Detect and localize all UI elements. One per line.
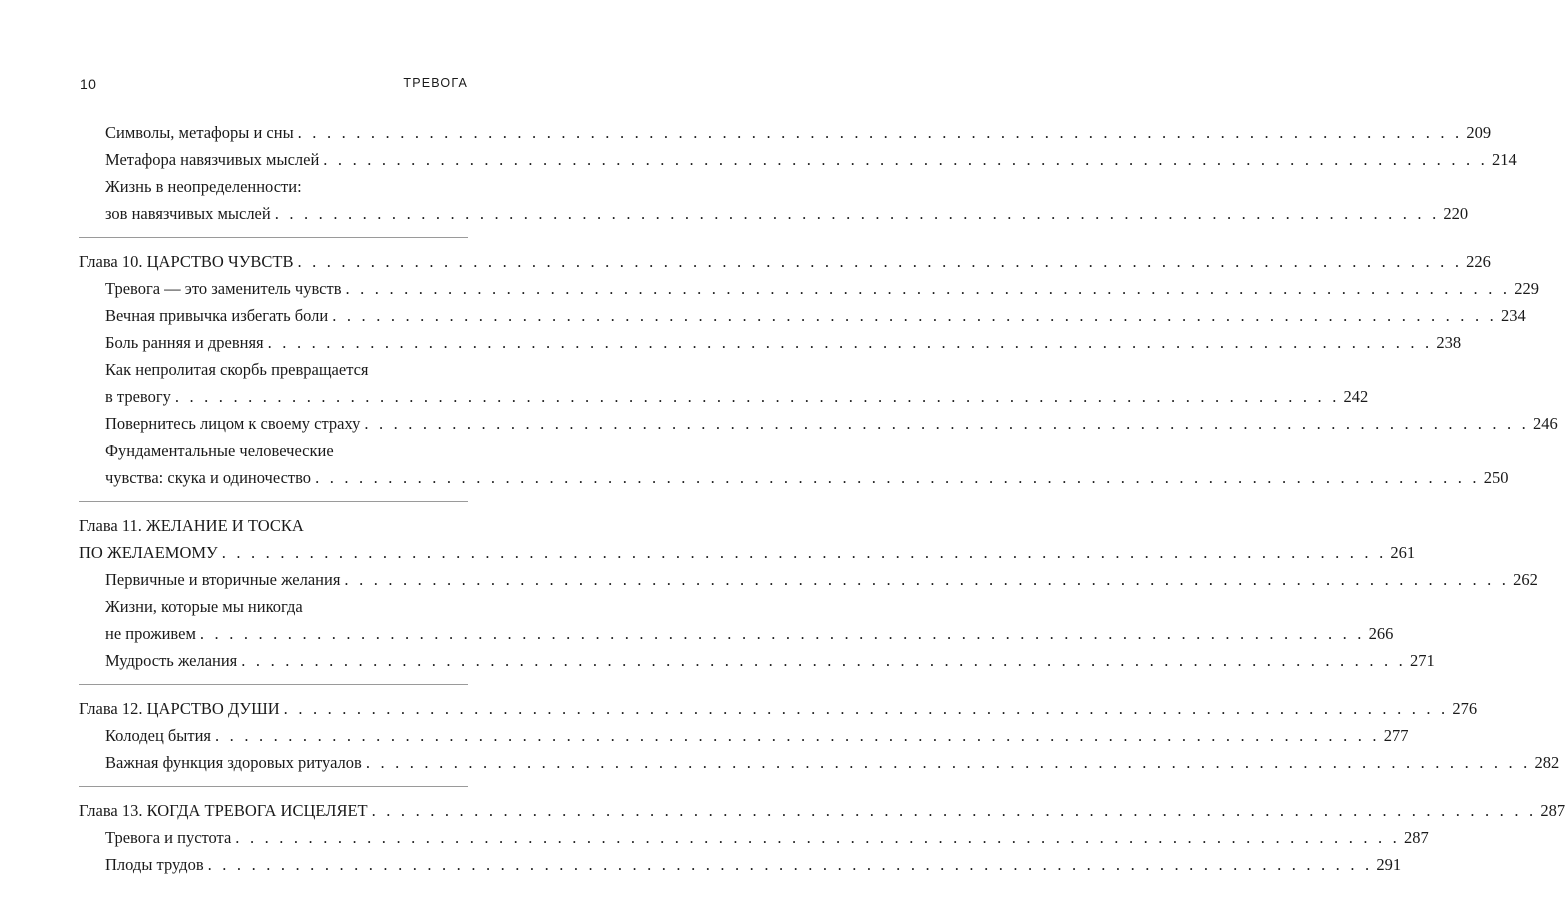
toc-page-number: 271 xyxy=(1409,651,1435,670)
toc-entry-leader-line xyxy=(79,695,1478,722)
toc-section-entry[interactable] xyxy=(79,593,1394,647)
toc-page-number: 238 xyxy=(1436,333,1462,352)
toc-chapter-entry[interactable] xyxy=(79,797,1565,824)
toc-entry-leader-line xyxy=(105,464,1509,491)
dot-leader: . . . . . . . . . . . . . . . . . . . . . . . . . . . . . . . . . . . . . . . . . . . . . . . . . . . . . . . . . . . . . . . . . . . . . . . . . . . . . . . . xyxy=(267,333,1433,352)
toc-entry-title: Метафора навязчивых мыслей xyxy=(105,150,320,169)
toc-page-number: 234 xyxy=(1500,306,1526,325)
toc-page-number: 266 xyxy=(1368,624,1394,643)
toc-entry-title: Тревога и пустота xyxy=(105,828,232,847)
toc-entry-leader-line xyxy=(105,302,1526,329)
toc-entry-leader-line xyxy=(79,539,1416,566)
toc-page-number: 287 xyxy=(1403,828,1429,847)
toc-section-entry[interactable] xyxy=(79,329,1462,356)
dot-leader: . . . . . . . . . . . . . . . . . . . . . . . . . . . . . . . . . . . . . . . . . . . . . . . . . . . . . . . . . . . . . . . . . . . . . . . . . . . . . . . . xyxy=(283,699,1449,718)
toc-section-entry[interactable] xyxy=(79,566,1538,593)
toc-page-number: 287 xyxy=(1540,801,1565,820)
toc-page-number: 226 xyxy=(1466,252,1491,271)
toc-entry-title: Символы, метафоры и сны xyxy=(105,123,294,142)
toc-entry-title: Тревога — это заменитель чувств xyxy=(105,279,342,298)
toc-entry-title-line: Жизни, которые мы никогда xyxy=(105,597,303,616)
toc-entry-title-line: Фундаментальные человеческие xyxy=(105,441,334,460)
toc-entry-title: Повернитесь лицом к своему страху xyxy=(105,414,361,433)
toc-entry-leader-line xyxy=(105,647,1435,674)
toc-entry-title: Колодец бытия xyxy=(105,726,212,745)
toc-entry-title-line: Как непролитая скорбь превращается xyxy=(105,360,369,379)
toc-entry-leader-line xyxy=(105,275,1539,302)
dot-leader: . . . . . . . . . . . . . . . . . . . . . . . . . . . . . . . . . . . . . . . . . . . . . . . . . . . . . . . . . . . . . . . . . . . . . . . . . . . . . . . . xyxy=(315,468,1480,487)
dot-leader: . . . . . . . . . . . . . . . . . . . . . . . . . . . . . . . . . . . . . . . . . . . . . . . . . . . . . . . . . . . . . . . . . . . . . . . . . . . . . . . . xyxy=(297,123,1463,142)
toc-entry-leader-line xyxy=(105,329,1462,356)
dot-leader: . . . . . . . . . . . . . . . . . . . . . . . . . . . . . . . . . . . . . . . . . . . . . . . . . . . . . . . . . . . . . . . . . . . . . . . . . . . . . . . . xyxy=(371,801,1537,820)
toc-section-entry[interactable] xyxy=(79,437,1509,491)
toc-entry-title-line: Глава 11. ЖЕЛАНИЕ И ТОСКА xyxy=(79,516,304,535)
toc-entry-title: в тревогу xyxy=(105,387,171,406)
toc-section-entry[interactable] xyxy=(79,851,1402,878)
toc-entry-title: Мудрость желания xyxy=(105,651,238,670)
dot-leader: . . . . . . . . . . . . . . . . . . . . . . . . . . . . . . . . . . . . . . . . . . . . . . . . . . . . . . . . . . . . . . . . . . . . . . . . . . . . . . . . xyxy=(241,651,1406,670)
toc-entry-leader-line xyxy=(105,749,1560,776)
toc-section-entry[interactable] xyxy=(79,410,1558,437)
toc-entry-leader-line xyxy=(105,119,1492,146)
dot-leader: . . . . . . . . . . . . . . . . . . . . . . . . . . . . . . . . . . . . . . . . . . . . . . . . . . . . . . . . . . . . . . . . . . . . . . . . . . . . . . . . xyxy=(332,306,1497,325)
toc-page-number: 261 xyxy=(1390,543,1416,562)
dot-leader: . . . . . . . . . . . . . . . . . . . . . . . . . . . . . . . . . . . . . . . . . . . . . . . . . . . . . . . . . . . . . . . . . . . . . . . . . . . . . . . . xyxy=(174,387,1340,406)
toc-page-number: 220 xyxy=(1443,204,1469,223)
running-title: ТРЕВОГА xyxy=(403,76,468,90)
page-number: 10 xyxy=(80,76,97,92)
toc-chapter-entry[interactable] xyxy=(79,512,1416,566)
toc-section-entry[interactable] xyxy=(79,119,1492,146)
toc-entry-title: Глава 12. ЦАРСТВО ДУШИ xyxy=(79,699,280,718)
toc-entry-title: Глава 13. КОГДА ТРЕВОГА ИСЦЕЛЯЕТ xyxy=(79,801,368,820)
toc-entry-title: Вечная привычка избегать боли xyxy=(105,306,329,325)
toc-section-entry[interactable] xyxy=(79,647,1435,674)
toc-page-number: 282 xyxy=(1534,753,1560,772)
toc-section-entry[interactable] xyxy=(79,356,1369,410)
toc-section-entry[interactable] xyxy=(79,722,1409,749)
toc-entry-leader-line xyxy=(105,383,1369,410)
dot-leader: . . . . . . . . . . . . . . . . . . . . . . . . . . . . . . . . . . . . . . . . . . . . . . . . . . . . . . . . . . . . . . . . . . . . . . . . . . . . . . . . xyxy=(323,150,1488,169)
toc-entry-leader-line xyxy=(105,722,1409,749)
dot-leader: . . . . . . . . . . . . . . . . . . . . . . . . . . . . . . . . . . . . . . . . . . . . . . . . . . . . . . . . . . . . . . . . . . . . . . . . . . . . . . . . xyxy=(364,414,1530,433)
toc-section-entry[interactable] xyxy=(79,146,1517,173)
toc-entry-leader-line xyxy=(105,566,1538,593)
toc-entry-leader-line xyxy=(105,824,1429,851)
section-divider xyxy=(79,237,468,238)
section-divider xyxy=(79,684,468,685)
toc-entry-title-line: Жизнь в неопределенности: xyxy=(105,177,302,196)
dot-leader: . . . . . . . . . . . . . . . . . . . . . . . . . . . . . . . . . . . . . . . . . . . . . . . . . . . . . . . . . . . . . . . . . . . . . . . . . . . . . . . . xyxy=(365,753,1531,772)
toc-entry-title: Важная функция здоровых ритуалов xyxy=(105,753,362,772)
toc-page-number: 214 xyxy=(1491,150,1517,169)
toc-entry-leader-line xyxy=(105,200,1469,227)
dot-leader: . . . . . . . . . . . . . . . . . . . . . . . . . . . . . . . . . . . . . . . . . . . . . . . . . . . . . . . . . . . . . . . . . . . . . . . . . . . . . . . . xyxy=(297,252,1463,271)
page-header xyxy=(0,76,525,96)
dot-leader: . . . . . . . . . . . . . . . . . . . . . . . . . . . . . . . . . . . . . . . . . . . . . . . . . . . . . . . . . . . . . . . . . . . . . . . . . . . . . . . . xyxy=(207,855,1373,874)
toc-entry-title: Глава 10. ЦАРСТВО ЧУВСТВ xyxy=(79,252,294,271)
toc-page-number: 276 xyxy=(1452,699,1478,718)
toc-page-number: 209 xyxy=(1466,123,1492,142)
toc-page-number: 291 xyxy=(1376,855,1402,874)
toc-page-number: 229 xyxy=(1514,279,1539,298)
toc-entry-title: чувства: скука и одиночество xyxy=(105,468,312,487)
dot-leader: . . . . . . . . . . . . . . . . . . . . . . . . . . . . . . . . . . . . . . . . . . . . . . . . . . . . . . . . . . . . . . . . . . . . . . . . . . . . . . . . xyxy=(215,726,1380,745)
toc-entry-title: Плоды трудов xyxy=(105,855,204,874)
dot-leader: . . . . . . . . . . . . . . . . . . . . . . . . . . . . . . . . . . . . . . . . . . . . . . . . . . . . . . . . . . . . . . . . . . . . . . . . . . . . . . . . xyxy=(344,570,1510,589)
toc-section-entry[interactable] xyxy=(79,824,1429,851)
toc-chapter-entry[interactable] xyxy=(79,695,1478,722)
dot-leader: . . . . . . . . . . . . . . . . . . . . . . . . . . . . . . . . . . . . . . . . . . . . . . . . . . . . . . . . . . . . . . . . . . . . . . . . . . . . . . . . xyxy=(345,279,1511,298)
toc-section-entry[interactable] xyxy=(79,749,1560,776)
toc-page-number: 262 xyxy=(1513,570,1538,589)
dot-leader: . . . . . . . . . . . . . . . . . . . . . . . . . . . . . . . . . . . . . . . . . . . . . . . . . . . . . . . . . . . . . . . . . . . . . . . . . . . . . . . . xyxy=(235,828,1400,847)
toc-entry-leader-line xyxy=(105,851,1402,878)
dot-leader: . . . . . . . . . . . . . . . . . . . . . . . . . . . . . . . . . . . . . . . . . . . . . . . . . . . . . . . . . . . . . . . . . . . . . . . . . . . . . . . . xyxy=(221,543,1387,562)
toc-page-number: 242 xyxy=(1343,387,1369,406)
toc-entry-title: зов навязчивых мыслей xyxy=(105,204,271,223)
toc-page-number: 246 xyxy=(1533,414,1558,433)
section-divider xyxy=(79,501,468,502)
toc-page-number: 277 xyxy=(1383,726,1409,745)
toc-section-entry[interactable] xyxy=(79,173,1469,227)
dot-leader: . . . . . . . . . . . . . . . . . . . . . . . . . . . . . . . . . . . . . . . . . . . . . . . . . . . . . . . . . . . . . . . . . . . . . . . . . . . . . . . . xyxy=(199,624,1365,643)
toc-page-number: 250 xyxy=(1483,468,1509,487)
dot-leader: . . . . . . . . . . . . . . . . . . . . . . . . . . . . . . . . . . . . . . . . . . . . . . . . . . . . . . . . . . . . . . . . . . . . . . . . . . . . . . . . xyxy=(274,204,1440,223)
toc-entry-leader-line xyxy=(105,410,1558,437)
toc-entry-leader-line xyxy=(79,797,1565,824)
table-of-contents xyxy=(79,119,1565,878)
section-divider xyxy=(79,786,468,787)
toc-chapter-entry[interactable] xyxy=(79,248,1491,275)
toc-entry-leader-line xyxy=(105,620,1394,647)
toc-entry-title: Боль ранняя и древняя xyxy=(105,333,264,352)
toc-entry-title: не проживем xyxy=(105,624,196,643)
toc-section-entry[interactable] xyxy=(79,302,1526,329)
toc-entry-title: ПО ЖЕЛАЕМОМУ xyxy=(79,543,218,562)
toc-entry-leader-line xyxy=(105,146,1517,173)
toc-section-entry[interactable] xyxy=(79,275,1539,302)
toc-entry-title: Первичные и вторичные желания xyxy=(105,570,341,589)
toc-entry-leader-line xyxy=(79,248,1491,275)
